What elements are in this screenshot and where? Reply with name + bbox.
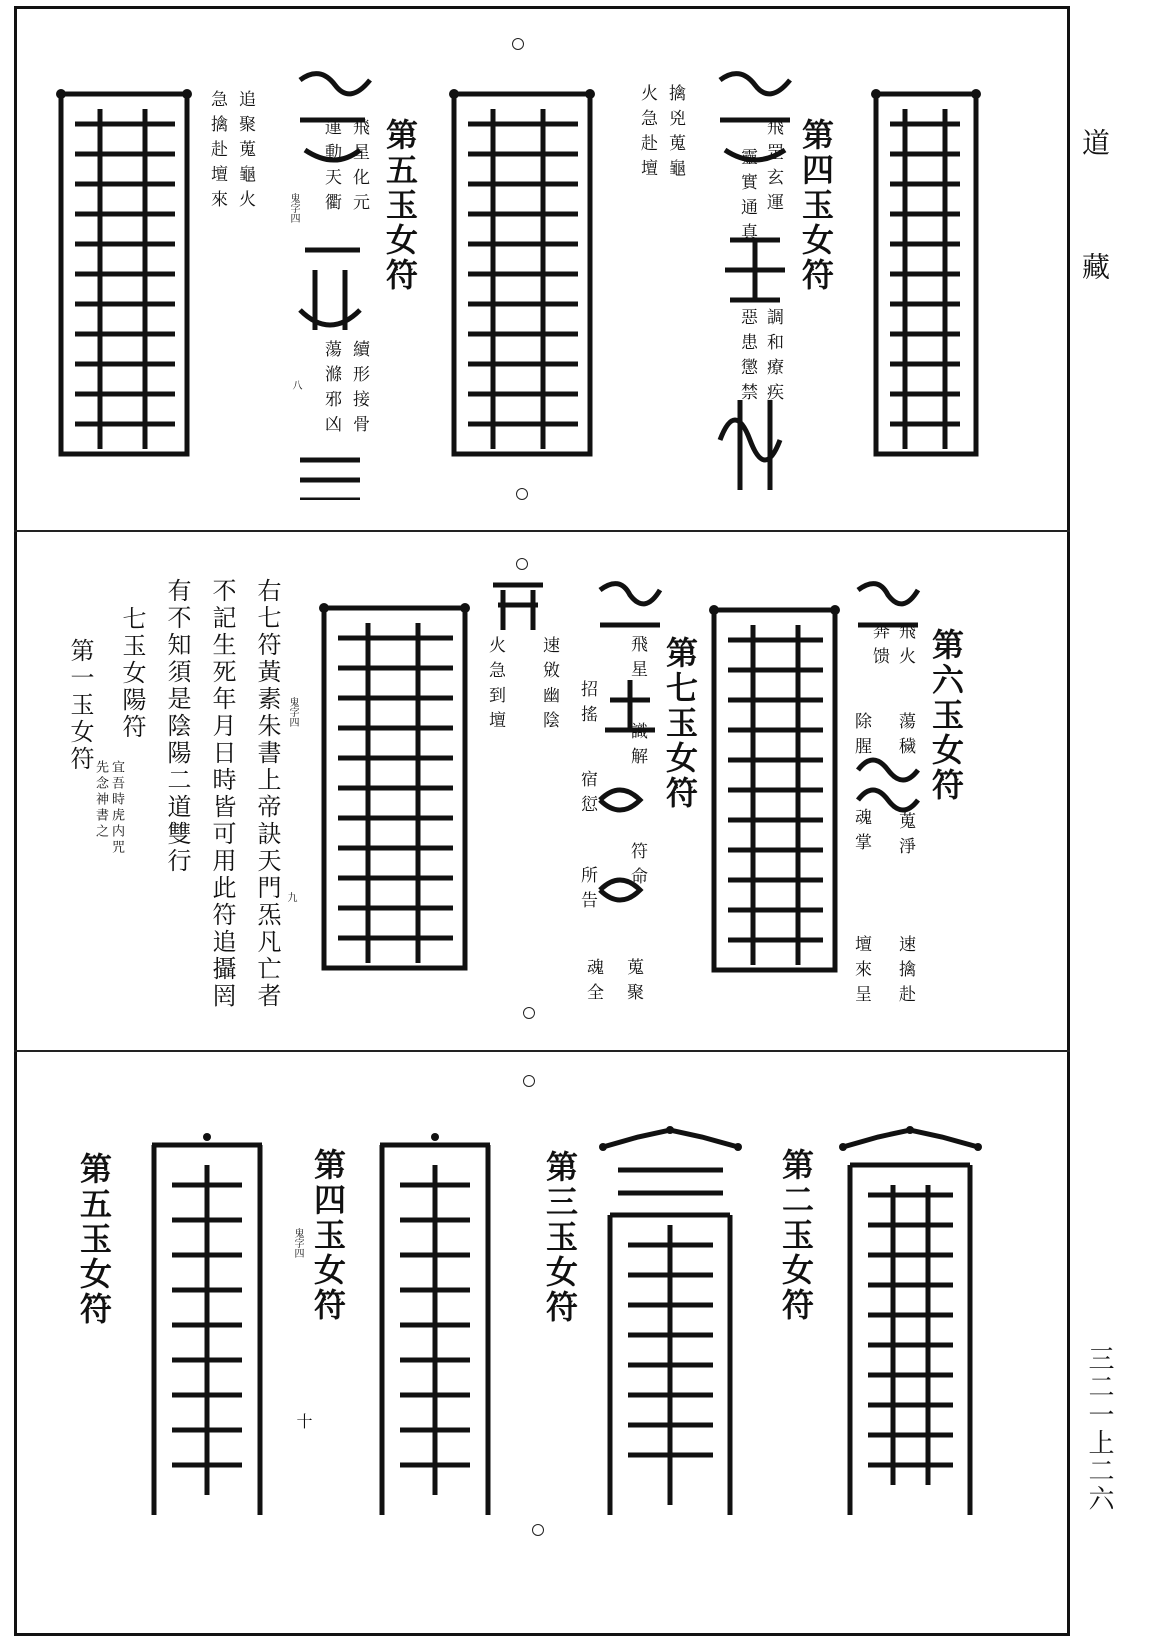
verse-line: 蕩穢 [895,712,915,762]
heading-fourth-jade-maiden: 第四玉女符 [797,118,835,293]
annotation-note: 鬼字四 [287,697,298,727]
page-number: 三二一上二六 [1084,1345,1114,1513]
verse-line: 蕩滌邪凶 [321,340,341,440]
verse-line: 續形接骨 [349,340,369,440]
verse-line: 奔馈 [869,622,889,672]
talisman-bottom-5 [142,1125,272,1525]
talisman-mid-e [318,598,473,978]
colophon-note: 先念神書之 [93,760,108,840]
annotation-note: 九 [285,892,296,902]
annotation-note: 鬼字四 [292,1228,303,1258]
talisman-top-c [448,84,598,464]
colophon-line: 右七符黃素朱書上帝訣天門炁凡亡者 [253,578,281,1010]
binding-hole [516,558,528,570]
verse-line: 急擒赴壇來 [207,90,227,215]
verse-line: 追聚蒐龜火 [235,90,255,215]
verse-line: 蒐聚 [623,958,643,1008]
heading-sixth-jade-maiden: 第六玉女符 [927,628,965,803]
verse-line: 飛星化元 [349,118,369,218]
verse-line: 壇來呈 [851,935,871,1010]
heading-fourth-jade-maiden-bottom: 第四玉女符 [309,1148,347,1323]
talisman-bottom-2 [838,1125,983,1525]
heading-third-jade-maiden: 第三玉女符 [541,1150,579,1325]
verse-line: 魂掌 [851,808,871,858]
heading-first-jade-maiden: 第一玉女符 [66,638,94,773]
verse-line: 除腥 [851,712,871,762]
heading-fifth-jade-maiden-bottom: 第五玉女符 [75,1152,113,1327]
binding-hole [523,1007,535,1019]
verse-line: 速擒赴 [895,935,915,1010]
verse-line: 飛火 [895,622,915,672]
talisman-mid-d [488,570,548,640]
verse-line: 運動天衢 [321,118,341,218]
annotation-note: 十 [294,1413,313,1429]
margin-title-zang: 藏 [1078,252,1111,294]
verse-line: 火急赴壇 [637,84,657,184]
verse-line: 速敓幽陰 [539,636,559,736]
verse-line: 魂全 [583,958,603,1008]
talisman-bottom-3 [598,1125,743,1525]
binding-hole [516,488,528,500]
binding-hole [523,1075,535,1087]
annotation-note: 鬼字四 [288,193,299,223]
binding-hole [512,38,524,50]
colophon-line: 有不知須是陰陽二道雙行 [163,578,191,875]
heading-seventh-jade-maiden: 第七玉女符 [661,636,699,811]
talisman-bottom-4 [370,1125,500,1525]
talisman-top-a [870,84,982,464]
heading-fifth-jade-maiden: 第五玉女符 [381,118,419,293]
verse-line: 招搖 [577,680,597,730]
verse-line: 宿愆 [577,770,597,820]
verse-line: 蒐淨 [895,812,915,862]
annotation-note: 八 [290,380,301,390]
colophon-line: 不記生死年月日時皆可用此符追攝罔 [208,578,236,1010]
talisman-top-b [710,60,800,500]
verse-line: 所告 [577,866,597,916]
binding-hole [532,1524,544,1536]
verse-line: 調和療疾 [763,308,783,408]
verse-line: 惡患懲禁 [737,308,757,408]
verse-line: 擒兇蒐龜 [665,84,685,184]
margin-title-dao: 道 [1078,128,1111,170]
verse-line: 靈實通真 [737,148,757,248]
verse-line: 飛罡玄運 [763,118,783,218]
verse-line: 符命 [627,842,647,892]
colophon-line: 七玉女陽符 [118,606,146,741]
talisman-top-e [55,84,195,464]
panel-divider-top [14,530,1070,532]
verse-line: 飛星 [627,635,647,685]
colophon-note: 宜吾時虎内咒 [109,760,124,856]
talisman-mid-c [590,570,670,990]
talisman-mid-a [708,600,843,980]
panel-divider-bottom [14,1050,1070,1052]
verse-line: 識解 [627,722,647,772]
heading-second-jade-maiden: 第二玉女符 [777,1148,815,1323]
verse-line: 火急到壇 [485,636,505,736]
